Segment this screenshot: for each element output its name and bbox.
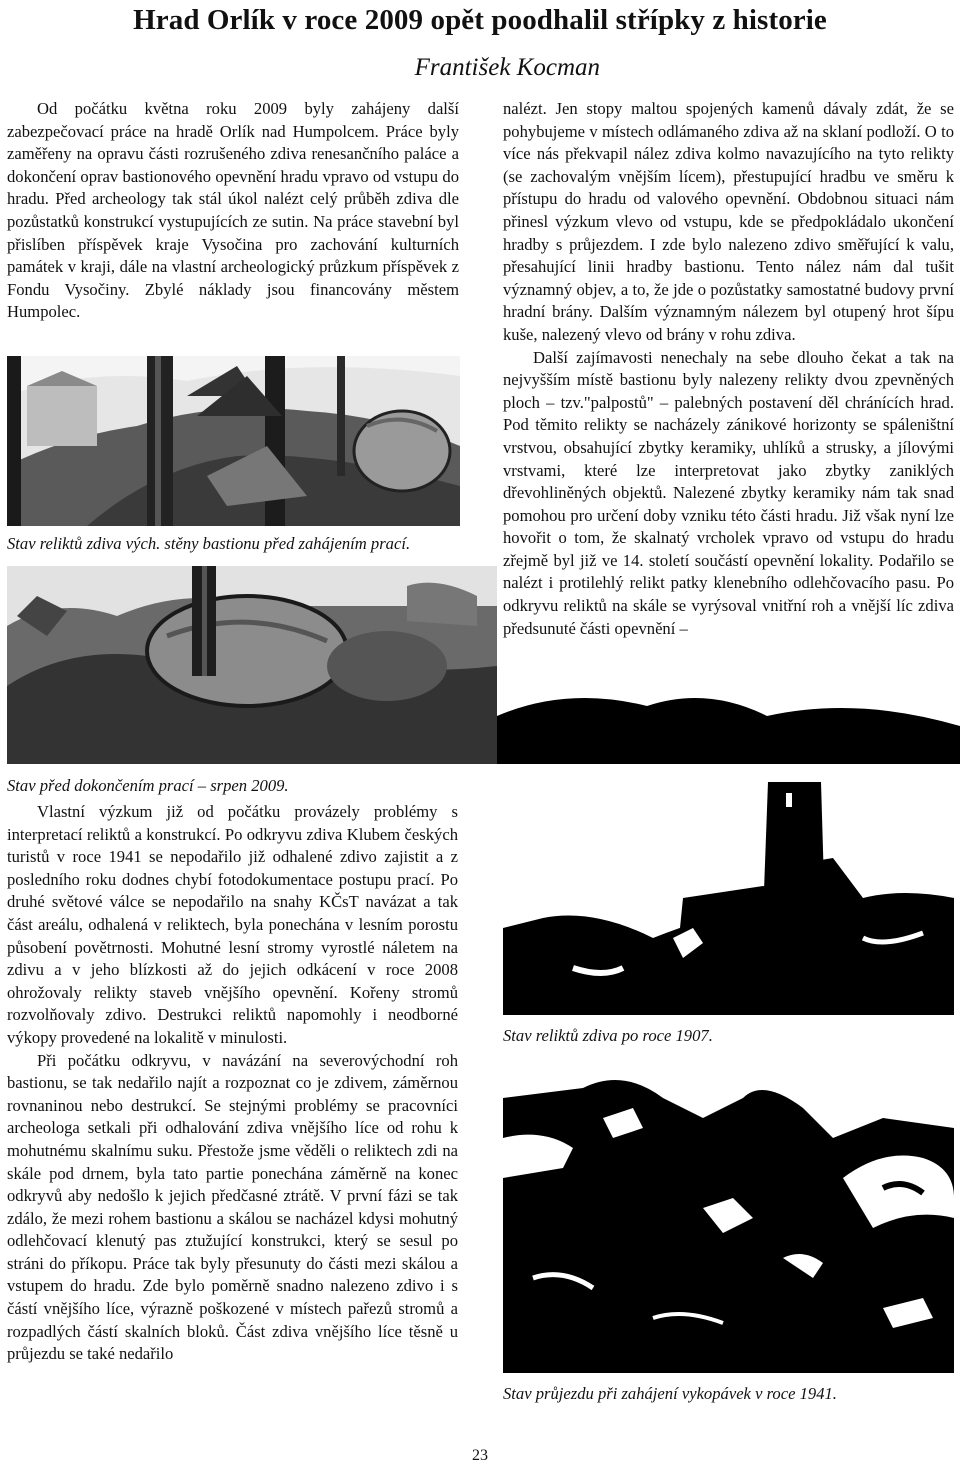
- left-bottom-text: [7, 801, 458, 1366]
- photo-bastion-east-wall: [7, 356, 460, 526]
- caption-photo-3: Stav reliktů zdiva po roce 1907.: [503, 1026, 713, 1045]
- right-column-text: [503, 98, 954, 640]
- caption-photo-1: Stav reliktů zdiva vých. stěny bastionu před zahájením prací.: [7, 534, 411, 553]
- page-number: 23: [472, 1447, 488, 1464]
- caption-photo-2: Stav před dokončením prací – srpen 2009.: [7, 776, 289, 795]
- author-name: František Kocman: [414, 54, 600, 81]
- left-paragraph-2: Vlastní výzkum již od počátku provázely problémy s interpretací reliktů a konstrukcí. Po odkryvu zdiva Klubem českých turistů v roce 1941 se nepodařilo již odhalené zdivo zajistit a z posledního roku dodnes chybí fotodokumentace postupu prací. Po druhé světové válce se nepodařilo na snahy KČsT navázat a tak část areálu, odhalená v reliktech, byla ponechána v lesním porostu působení povětrnosti. Mohutné lesní stromy vyrostlé náletem na zdivu a v jeho blízkosti až do jejich odkácení v roce 2008 ohrožovaly relikty staveb vnějšího opevnění. Kořeny stromů rozvolňovaly zdivo. Destrukci reliktů napomohly i neodborné výkopy provedené na lokalitě v minulosti.: [7, 802, 458, 1047]
- photo-relics-after-1907: [503, 768, 954, 1015]
- article-title: Hrad Orlík v roce 2009 opět poodhalil střípky z historie: [133, 4, 827, 36]
- photo-gate-passage-1941: [503, 1058, 954, 1373]
- caption-photo-4: Stav průjezdu při zahájení vykopávek v roce 1941.: [503, 1384, 837, 1403]
- right-paragraph-2: Další zajímavosti nenechaly na sebe dlouho čekat a tak na nejvyšším místě bastionu byly nalezeny relikty dvou zpevněných ploch – tzv."palpostů" – palebných postavení děl chránících hrad. Pod těmito relikty se nacházely zánikové horizonty se spáleništní vrstvou, obsahující zbytky keramiky, uhlíků a strusky, a jílovými vrstvami, které lze interpretovat jako zbytky zaniklých dřevohliněných objektů. Nalezené zbytky keramiky nám tak snad pomohou pro určení doby vzniku této části hradu. Již však nyní lze hovořit o tom, že skalnatý vrcholek vpravo od vstupu do hradu zřejmě byl již ve 14. století součástí opevnění lokality. Podařilo se nalézt i protilehlý relikt patky klenebního odlehčovacího pasu. Po odkryvu reliktů na skále se vyrýsoval vnitřní roh a vnější líc zdiva předsunuté části opevnění –: [503, 347, 954, 638]
- left-paragraph-3: Při počátku odkryvu, v navázání na severovýchodní roh bastionu, se tak nedařilo najít a rozpoznat co je zdivem, záměrnou rovnaninou nebo destrukcí. Se stejnými problémy se pracovníci archeologa setkali při odhalování zdiva vnějšího líce od rohu k mohutnému skalnímu suku. Přestože jsme věděli o reliktech zdi na skále pod drnem, byla tato partie ponechána záměrně na konec odkryvů aby nedošlo k jejich předčasné ztrátě. V první fázi se tak zdálo, že mezi rohem bastionu a skálou se nacházel kdysi mohutný odlehčovací klenutý pas ztužující konstrukci, který se sesul po stráni do příkopu. Práce tak byly přesunuty do části mezi skálou a vstupem do hradu. Zde bylo poměrně snadno nalezeno zdivo i s částí vnějšího líce, výrazně poškozené v místech pařezů stromů a rozpadlých částí skalních bloků. Část zdiva vnějšího líce těsně u průjezdu se také nedařilo: [7, 1050, 458, 1364]
- intro-paragraph: Od počátku května roku 2009 byly zahájeny další zabezpečovací práce na hradě Orlík nad Humpolcem. Práce byly zaměřeny na opravu části rozrušeného zdiva renesančního paláce a dokončení oprav bastionového opevnění hradu vpravo od vstupu do hradu. Před archeology tak stál úkol nalézt celý průběh zdiva dle pozůstatků konstrukcí vystupujících ze sutin. Na práce stavební byl přislíben příspěvek kraje Vysočina pro zachování kulturních památek v kraji, dále na vlastní archeologický průzkum příspěvek z Fondu Vysočiny. Zbylé náklady jsou financovány městem Humpolec.: [7, 99, 459, 322]
- right-paragraph-1: nalézt. Jen stopy maltou spojených kamenů dávaly zdát, že se pohybujeme v místech odlámaného zdiva až na sklaní podloží. O to více nás překvapil nález zdiva kolmo navazujícího na tyto relikty (se zachovalým vnějším lícem), přestupující hradbu ve směru k přístupu do hradu od valového opevnění. Obdobnou situaci nám přinesl výzkum vlevo od vstupu, kde se předpokládalo ukončení hradby s průjezdem. I zde bylo nalezeno zdivo směřující k valu, přesahující linii hradby bastionu. Tento nález nám dal tušit významný objev, a to, že jde o pozůstatky samostatné budovy první hradní brány. Dalším významným nálezem byl otupený hrot šípu kuše, nalezený vlevo od brány v rohu zdiva.: [503, 99, 954, 344]
